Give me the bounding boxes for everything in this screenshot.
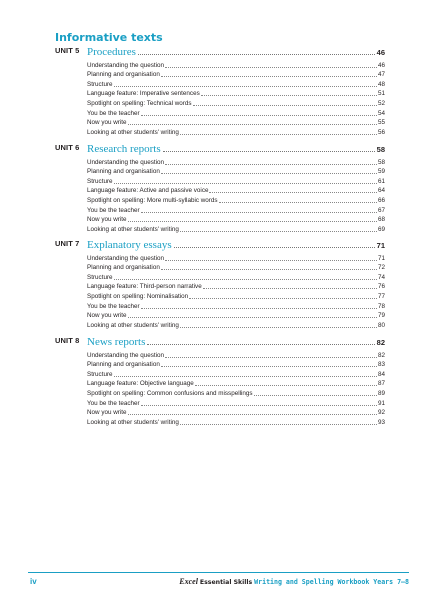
dot-leader — [195, 385, 377, 386]
unit-block — [55, 44, 385, 137]
unit-heading[interactable] — [55, 237, 385, 253]
unit-item-list — [87, 60, 385, 137]
toc-entry-label: Looking at other students' writing — [87, 418, 179, 426]
dot-leader — [180, 424, 377, 425]
toc-entry-label: Understanding the question — [87, 351, 165, 359]
toc-entry-page: 82 — [377, 351, 385, 359]
toc-entry-label: Understanding the question — [87, 61, 165, 69]
toc-entry-page: 67 — [377, 206, 385, 214]
dot-leader — [141, 405, 377, 406]
dot-leader — [161, 366, 377, 367]
toc-entry[interactable] — [87, 388, 385, 398]
unit-title: Procedures — [87, 46, 136, 58]
toc-entry-label: Looking at other students' writing — [87, 321, 179, 329]
dot-leader — [180, 134, 377, 135]
toc-entry-page: 59 — [377, 168, 385, 176]
dot-leader — [128, 221, 377, 222]
dot-leader — [180, 231, 377, 232]
toc-entry-page: 83 — [377, 361, 385, 369]
toc-entry-page: 84 — [377, 370, 385, 378]
dot-leader — [165, 67, 377, 68]
toc-entry-page: 56 — [377, 128, 385, 136]
toc-entry-page: 66 — [377, 196, 385, 204]
unit-title: News reports — [87, 336, 146, 348]
toc-entry[interactable] — [87, 253, 385, 263]
toc-entry[interactable] — [87, 320, 385, 330]
dot-leader — [165, 164, 377, 165]
toc-entry[interactable] — [87, 195, 385, 205]
toc-entry-label: Now you write — [87, 119, 127, 127]
toc-entry[interactable] — [87, 108, 385, 118]
toc-entry-label: Language feature: Third-person narrative — [87, 283, 202, 291]
unit-block — [55, 237, 385, 330]
toc-entry-label: Structure — [87, 273, 113, 281]
toc-entry-page: 80 — [377, 321, 385, 329]
toc-entry[interactable] — [87, 70, 385, 80]
toc-entry[interactable] — [87, 369, 385, 379]
toc-entry-page: 89 — [377, 389, 385, 397]
dot-leader — [141, 115, 377, 116]
dot-leader — [161, 173, 377, 174]
toc-entry-page: 87 — [377, 380, 385, 388]
toc-entry[interactable] — [87, 205, 385, 215]
toc-entry-label: Structure — [87, 177, 113, 185]
toc-entry-page: 51 — [377, 90, 385, 98]
toc-entry-label: Spotlight on spelling: Common confusions and misspellings — [87, 389, 253, 397]
footer-brand: Excel — [179, 577, 198, 586]
unit-page-number: 82 — [376, 338, 385, 347]
dot-leader — [147, 344, 374, 345]
dot-leader — [114, 86, 377, 87]
toc-entry[interactable] — [87, 89, 385, 99]
footer-title: Writing and Spelling Workbook Years 7–8 — [254, 578, 409, 586]
toc-entry-label: Looking at other students' writing — [87, 225, 179, 233]
unit-title-row — [87, 334, 385, 348]
dot-leader — [114, 183, 377, 184]
section-title: Informative texts — [55, 31, 163, 44]
toc-entry[interactable] — [87, 301, 385, 311]
toc-entry-label: You be the teacher — [87, 399, 140, 407]
footer-page-number: iv — [30, 577, 37, 586]
dot-leader — [163, 151, 375, 152]
toc-entry[interactable] — [87, 186, 385, 196]
toc-entry-page: 79 — [377, 312, 385, 320]
toc-entry-label: Language feature: Imperative sentences — [87, 90, 200, 98]
dot-leader — [128, 414, 377, 415]
toc-entry-page: 76 — [377, 283, 385, 291]
toc-entry-page: 48 — [377, 80, 385, 88]
toc-entry-label: Structure — [87, 370, 113, 378]
toc-entry-label: You be the teacher — [87, 109, 140, 117]
toc-entry[interactable] — [87, 311, 385, 321]
toc-entry[interactable] — [87, 282, 385, 292]
dot-leader — [180, 327, 377, 328]
dot-leader — [114, 279, 377, 280]
toc-entry-page: 92 — [377, 409, 385, 417]
toc-entry-page: 61 — [377, 177, 385, 185]
dot-leader — [141, 308, 377, 309]
toc-entry[interactable] — [87, 60, 385, 70]
toc-entry-page: 91 — [377, 399, 385, 407]
toc-entry-label: Planning and organisation — [87, 168, 160, 176]
toc-entry-page: 47 — [377, 71, 385, 79]
unit-title: Research reports — [87, 143, 161, 155]
toc-entry[interactable] — [87, 215, 385, 225]
unit-block — [55, 141, 385, 234]
toc-entry[interactable] — [87, 157, 385, 167]
toc-entry-label: Spotlight on spelling: Nominalisation — [87, 292, 189, 300]
toc-entry-label: Spotlight on spelling: Technical words — [87, 99, 192, 107]
unit-title: Explanatory essays — [87, 239, 172, 251]
unit-page-number: 46 — [376, 48, 385, 57]
toc-entry[interactable] — [87, 360, 385, 370]
unit-item-list — [87, 350, 385, 427]
unit-title-row — [87, 237, 385, 251]
toc-entry[interactable] — [87, 379, 385, 389]
unit-page-number: 58 — [376, 145, 385, 154]
dot-leader — [203, 288, 377, 289]
toc-entry-page: 54 — [377, 109, 385, 117]
toc-entry-label: Planning and organisation — [87, 264, 160, 272]
toc-entry[interactable] — [87, 118, 385, 128]
toc-entry[interactable] — [87, 224, 385, 234]
toc-entry[interactable] — [87, 127, 385, 137]
toc-entry[interactable] — [87, 98, 385, 108]
toc-entry-page: 78 — [377, 302, 385, 310]
dot-leader — [219, 202, 377, 203]
unit-item-list — [87, 253, 385, 330]
dot-leader — [138, 54, 375, 55]
toc-entry-label: Looking at other students' writing — [87, 128, 179, 136]
dot-leader — [141, 212, 377, 213]
dot-leader — [209, 192, 377, 193]
toc-entry-label: Structure — [87, 80, 113, 88]
unit-label: UNIT 8 — [55, 336, 80, 345]
unit-item-list — [87, 157, 385, 234]
toc-entry-label: Planning and organisation — [87, 361, 160, 369]
toc-entry-page: 93 — [377, 418, 385, 426]
toc-entry-label: Language feature: Active and passive voice — [87, 187, 209, 195]
unit-heading[interactable] — [55, 334, 385, 350]
unit-label: UNIT 5 — [55, 46, 80, 55]
toc-entry-label: Understanding the question — [87, 254, 165, 262]
dot-leader — [201, 95, 377, 96]
toc-entry[interactable] — [87, 408, 385, 418]
toc-entry-label: Spotlight on spelling: More multi-syllabic words — [87, 196, 218, 204]
dot-leader — [165, 260, 377, 261]
dot-leader — [193, 105, 377, 106]
toc-entry-page: 71 — [377, 254, 385, 262]
toc-entry[interactable] — [87, 417, 385, 427]
footer-series: Essential Skills — [199, 579, 253, 586]
dot-leader — [161, 76, 377, 77]
dot-leader — [161, 269, 377, 270]
unit-block — [55, 334, 385, 427]
toc-entry-page: 58 — [377, 158, 385, 166]
toc-entry-label: Understanding the question — [87, 158, 165, 166]
toc-entry[interactable] — [87, 167, 385, 177]
toc-entry-label: Now you write — [87, 312, 127, 320]
dot-leader — [128, 124, 377, 125]
toc-entry[interactable] — [87, 79, 385, 89]
toc-entry[interactable] — [87, 398, 385, 408]
toc-entry-label: Now you write — [87, 409, 127, 417]
toc-entry-page: 52 — [377, 99, 385, 107]
dot-leader — [128, 317, 377, 318]
toc-entry[interactable] — [87, 272, 385, 282]
unit-heading[interactable] — [55, 141, 385, 157]
dot-leader — [174, 247, 375, 248]
toc-entry-label: You be the teacher — [87, 302, 140, 310]
toc-entry-page: 55 — [377, 119, 385, 127]
footer-book-title — [179, 577, 409, 586]
toc-entry-label: You be the teacher — [87, 206, 140, 214]
toc-entry-page: 74 — [377, 273, 385, 281]
unit-title-row — [87, 44, 385, 58]
dot-leader — [114, 376, 377, 377]
toc-entry[interactable] — [87, 350, 385, 360]
unit-title-row — [87, 141, 385, 155]
toc-entry-page: 72 — [377, 264, 385, 272]
unit-heading[interactable] — [55, 44, 385, 60]
toc-entry-page: 77 — [377, 292, 385, 300]
toc-entry-page: 64 — [377, 187, 385, 195]
toc-entry-label: Now you write — [87, 216, 127, 224]
unit-label: UNIT 7 — [55, 239, 80, 248]
toc-entry-page: 68 — [377, 216, 385, 224]
toc-entry-page: 46 — [377, 61, 385, 69]
unit-label: UNIT 6 — [55, 143, 80, 152]
dot-leader — [189, 298, 377, 299]
dot-leader — [254, 395, 377, 396]
toc-entry-label: Language feature: Objective language — [87, 380, 194, 388]
toc-entry[interactable] — [87, 263, 385, 273]
footer-rule — [28, 572, 409, 573]
toc-entry[interactable] — [87, 291, 385, 301]
toc-entry-label: Planning and organisation — [87, 71, 160, 79]
unit-page-number: 71 — [376, 241, 385, 250]
toc-entry-page: 69 — [377, 225, 385, 233]
toc-entry[interactable] — [87, 176, 385, 186]
dot-leader — [165, 357, 377, 358]
